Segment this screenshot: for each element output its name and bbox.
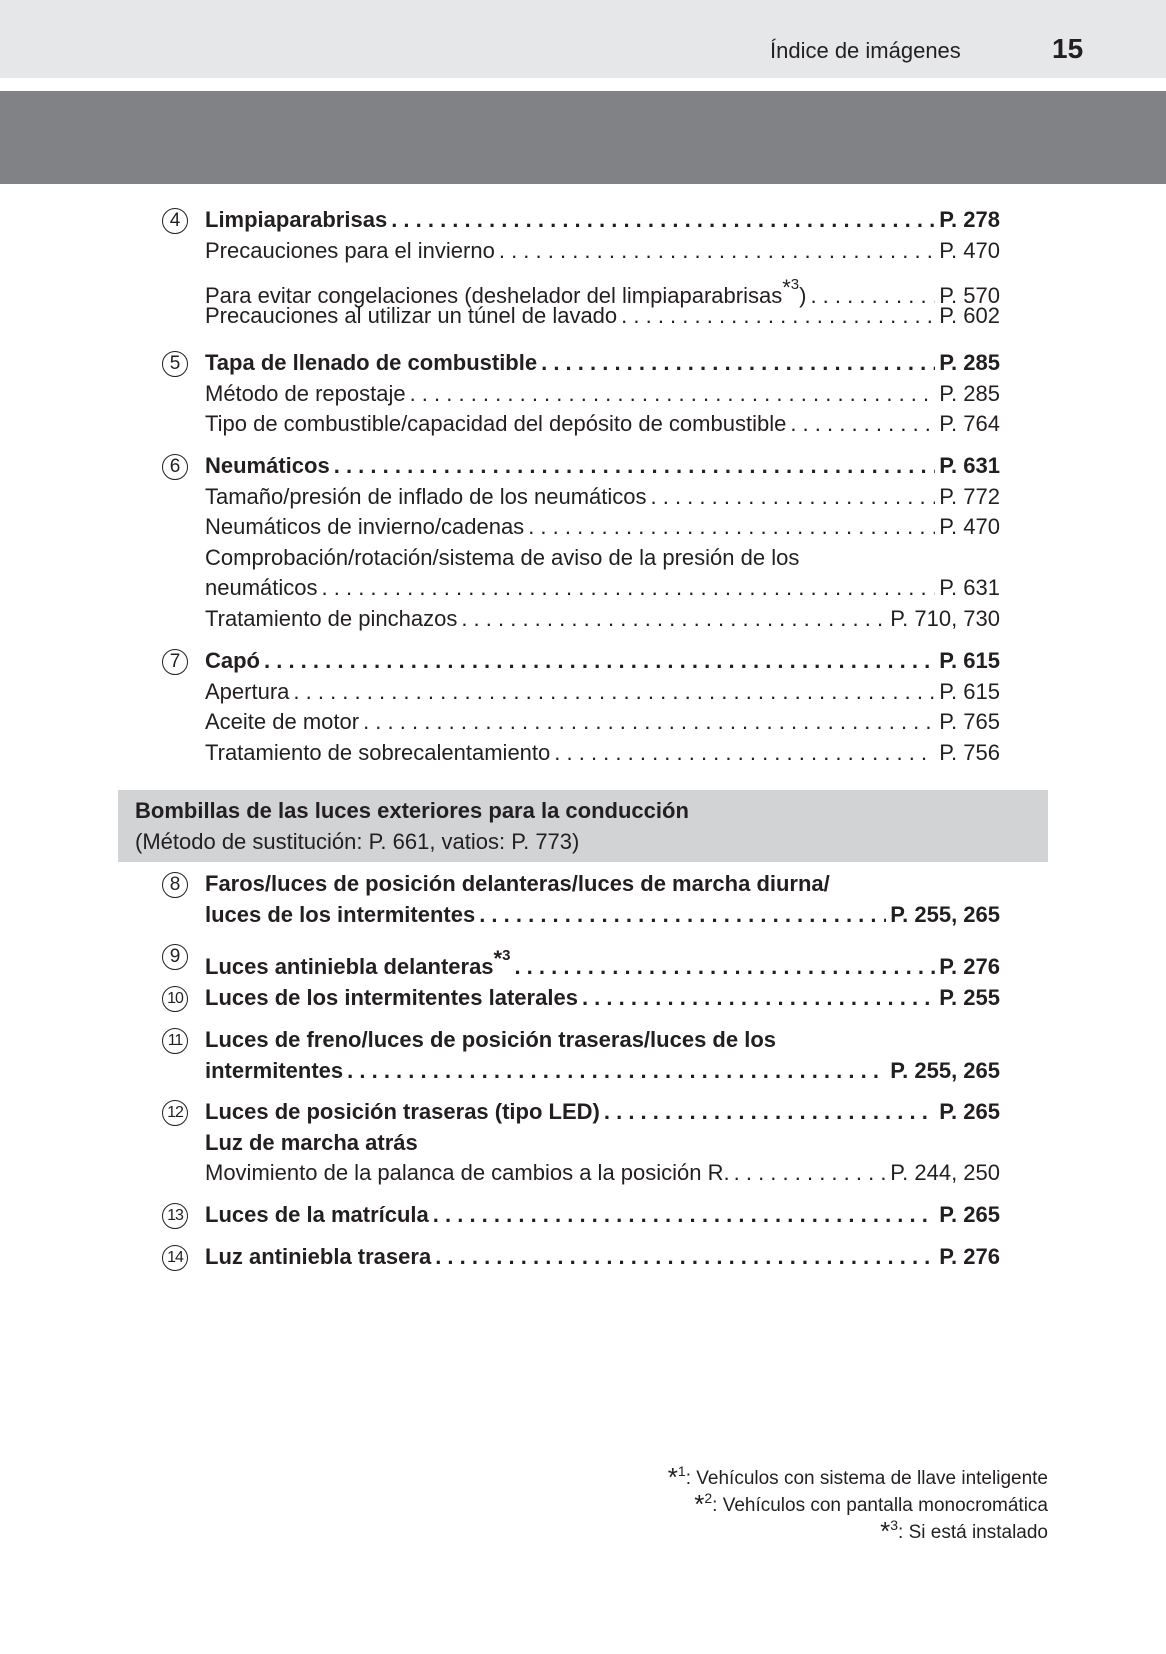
index-entry[interactable] — [205, 348, 1000, 378]
dot-leader — [435, 1242, 935, 1272]
index-group-13 — [0, 1200, 1166, 1231]
entry-label: Tratamiento de pinchazos — [205, 605, 458, 631]
entry-label: Limpiaparabrisas — [205, 207, 388, 232]
footnote-2: *$^2$: Vehículos con pantalla monocromática — [694, 1489, 1048, 1519]
entry-page: P. 276 — [939, 954, 1000, 979]
item-number-badge: 10 — [162, 986, 188, 1012]
index-entry[interactable] — [205, 983, 1000, 1013]
entry-label: Precauciones para el invierno — [205, 237, 495, 263]
entry-label: Tipo de combustible/capacidad del depósito de combustible — [205, 411, 787, 436]
index-entry[interactable]: Para evitar congelaciones (deshelador del limpiaparabrisas$^{*^3}$) . . . P. 570 — [205, 270, 1000, 311]
item-number-badge: 6 — [162, 454, 188, 480]
entry-label-line1: Faros/luces de posición delanteras/luces de marcha diurna/ — [205, 871, 830, 896]
entry-label: intermitentes — [205, 1057, 344, 1083]
index-entry[interactable] — [205, 677, 1000, 707]
entry-page: P. 265 — [939, 1202, 1000, 1227]
entry-page: P. 765 — [939, 709, 1000, 734]
item-number-badge: 7 — [162, 649, 188, 675]
entry-label: Movimiento de la palanca de cambios a la posición R. — [205, 1160, 730, 1185]
entry-page: P. 470 — [939, 237, 1000, 263]
entry-page: P. 756 — [939, 739, 1000, 765]
index-entry[interactable] — [205, 482, 1000, 512]
entry-page: P. 265 — [939, 1099, 1000, 1124]
entry-label: Luz antiniebla trasera — [205, 1244, 432, 1269]
index-group-5 — [0, 348, 1166, 440]
dot-leader — [651, 482, 936, 512]
entry-label: Precauciones al utilizar un túnel de lavado — [205, 303, 618, 328]
entry-label-line1: Luces de freno/luces de posición traseras/luces de los — [205, 1027, 776, 1052]
dot-leader — [790, 409, 935, 439]
entry-label: Luces de la matrícula — [205, 1202, 429, 1227]
item-number-badge: 12 — [162, 1100, 188, 1126]
entry-label: Aceite de motor — [205, 709, 360, 734]
index-entry[interactable] — [205, 900, 1000, 930]
section-header — [118, 790, 1048, 862]
footnote-1: *$^1$: Vehículos con sistema de llave inteligente — [667, 1462, 1048, 1492]
entry-label: Tamaño/presión de inflado de los neumáticos — [205, 483, 647, 509]
entry-label: luces de los intermitentes — [205, 901, 476, 927]
entry-page: P. 631 — [939, 575, 1000, 600]
dot-leader — [514, 952, 935, 982]
entry-label: Tapa de llenado de combustible — [205, 350, 538, 375]
entry-label: Luces antiniebla delanteras — [205, 954, 494, 979]
dot-leader — [264, 646, 935, 676]
index-group-8 — [0, 869, 1166, 930]
header-divider — [0, 78, 1166, 91]
dot-leader — [410, 379, 936, 409]
entry-label: neumáticos — [205, 575, 318, 600]
index-entry[interactable] — [205, 512, 1000, 542]
index-entry[interactable] — [205, 236, 1000, 266]
index-entry[interactable] — [205, 646, 1000, 676]
dot-leader — [479, 900, 886, 930]
dot-leader — [433, 1200, 935, 1230]
entry-page: P. 278 — [939, 207, 1000, 232]
entry-page: P. 710, 730 — [890, 605, 1000, 631]
entry-label: Tratamiento de sobrecalentamiento — [205, 739, 551, 765]
footnote-mark: *3 — [493, 946, 511, 971]
index-entry[interactable] — [205, 379, 1000, 409]
dot-leader — [528, 512, 935, 542]
dot-leader — [499, 236, 935, 266]
index-entry[interactable] — [205, 573, 1000, 603]
item-number-badge: 9 — [162, 944, 188, 970]
entry-page: P. 615 — [939, 678, 1000, 704]
entry-label: Neumáticos de invierno/cadenas — [205, 514, 525, 539]
dot-leader — [734, 1158, 887, 1188]
index-entry[interactable] — [205, 451, 1000, 481]
entry-page: P. 255, 265 — [890, 1057, 1000, 1083]
entry-page: P. 255 — [939, 985, 1000, 1010]
item-number-badge: 4 — [162, 208, 188, 234]
entry-label-line1: Comprobación/rotación/sistema de aviso de la presión de los — [205, 544, 800, 570]
index-group-9 — [0, 937, 1166, 979]
index-group-12 — [0, 1097, 1166, 1189]
index-entry[interactable] — [205, 301, 1000, 331]
index-entry[interactable] — [205, 1056, 1000, 1086]
dot-leader — [293, 677, 935, 707]
entry-label: Método de repostaje — [205, 380, 406, 406]
header-gray-bar — [0, 91, 1166, 184]
item-number-badge: 8 — [162, 872, 188, 898]
entry-page: P. 255, 265 — [890, 901, 1000, 927]
dot-leader — [582, 983, 935, 1013]
item-number-badge: 13 — [162, 1203, 188, 1229]
entry-page: P. 772 — [939, 483, 1000, 509]
index-entry[interactable] — [205, 1158, 1000, 1188]
item-number-badge: 14 — [162, 1245, 188, 1271]
item-number-badge: 11 — [162, 1028, 188, 1054]
index-entry[interactable] — [205, 205, 1000, 235]
index-group-11 — [0, 1025, 1166, 1086]
entry-label: Capó — [205, 648, 260, 673]
entry-page: P. 764 — [939, 411, 1000, 436]
entry-page: P. 631 — [939, 453, 1000, 478]
index-entry[interactable] — [205, 1200, 1000, 1230]
entry-page: P. 570 — [939, 283, 1000, 308]
index-entry[interactable] — [205, 941, 1000, 982]
index-group-14 — [0, 1242, 1166, 1273]
footnote-3: *$^3$: Si está instalado — [880, 1516, 1048, 1546]
entry-label: Luces de posición traseras (tipo LED) — [205, 1099, 600, 1124]
section-subtitle: (Método de sustitución: P. 661, vatios: P. 773) — [135, 829, 580, 854]
entry-page: P. 244, 250 — [890, 1160, 1000, 1185]
index-entry[interactable] — [205, 738, 1000, 768]
entry-page: P. 615 — [939, 648, 1000, 673]
footnote-mark: *3 — [782, 275, 800, 300]
item-number-badge: 5 — [162, 351, 188, 377]
entry-label: Apertura — [205, 678, 290, 704]
index-entry[interactable] — [205, 707, 1000, 737]
dot-leader — [541, 348, 935, 378]
index-entry[interactable] — [205, 1242, 1000, 1272]
header-band — [0, 0, 1166, 78]
page-title: Índice de imágenes — [770, 38, 961, 63]
entry-label: Para evitar congelaciones (deshelador del limpiaparabrisas — [205, 283, 783, 308]
index-group-10 — [0, 983, 1166, 1014]
entry-page: P. 602 — [939, 303, 1000, 328]
page-number: 15 — [1052, 33, 1084, 64]
dot-leader — [322, 573, 936, 603]
entry-page: P. 470 — [939, 514, 1000, 539]
entry-label: Neumáticos — [205, 453, 330, 478]
dot-leader — [554, 738, 935, 768]
index-group-6 — [0, 451, 1166, 634]
index-group-4 — [0, 205, 1166, 332]
dot-leader — [363, 707, 935, 737]
entry-page: P. 276 — [939, 1244, 1000, 1269]
index-entry[interactable] — [205, 604, 1000, 634]
index-entry[interactable] — [205, 1097, 1000, 1127]
index-entry[interactable] — [205, 409, 1000, 439]
dot-leader — [334, 451, 936, 481]
entry-page: P. 285 — [939, 380, 1000, 406]
dot-leader — [461, 604, 886, 634]
dot-leader — [621, 301, 935, 331]
dot-leader — [391, 205, 935, 235]
entry-label: Luz de marcha atrás — [205, 1129, 418, 1155]
section-title: Bombillas de las luces exteriores para la conducción — [135, 798, 689, 823]
dot-leader — [347, 1056, 886, 1086]
entry-label: Luces de los intermitentes laterales — [205, 985, 578, 1010]
dot-leader — [604, 1097, 935, 1127]
entry-page: P. 285 — [939, 350, 1000, 375]
index-group-7 — [0, 646, 1166, 768]
